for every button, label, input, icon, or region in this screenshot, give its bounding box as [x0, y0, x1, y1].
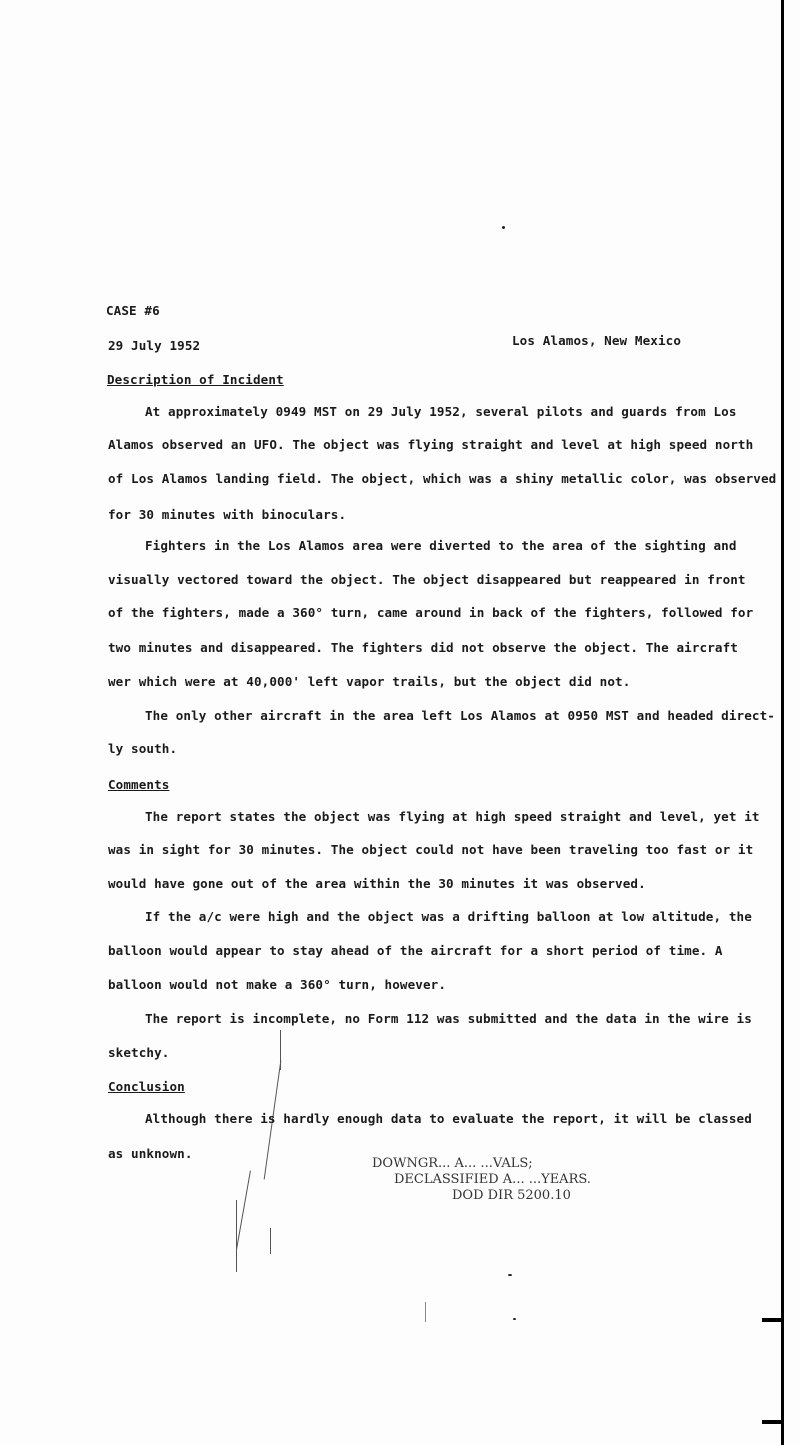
description-line: At approximately 0949 MST on 29 July 1952, several pilots and guards from Los [145, 404, 737, 419]
description-line: two minutes and disappeared. The fighters did not observe the object. The aircraft [108, 640, 738, 655]
conclusion-heading: Conclusion [108, 1079, 185, 1094]
report-location: Los Alamos, New Mexico [512, 333, 682, 348]
case-label: CASE #6 [106, 303, 160, 318]
description-line: Fighters in the Los Alamos area were diverted to the area of the sighting and [145, 538, 737, 553]
comments-line: The report states the object was flying at high speed straight and level, yet it [145, 809, 760, 824]
speck [502, 226, 505, 229]
scratch-mark [236, 1200, 237, 1272]
description-heading: Description of Incident [107, 372, 284, 387]
scratch-mark [270, 1228, 271, 1254]
description-line: visually vectored toward the object. The object disappeared but reappeared in front [108, 572, 746, 587]
comments-line: balloon would appear to stay ahead of the aircraft for a short period of time. A [108, 943, 723, 958]
comments-line: would have gone out of the area within the 30 minutes it was observed. [108, 876, 646, 891]
comments-line: If the a/c were high and the object was a drifting balloon at low altitude, the [145, 909, 752, 924]
conclusion-line: Although there is hardly enough data to evaluate the report, it will be classed [145, 1111, 752, 1126]
description-line: ly south. [108, 741, 178, 756]
description-line: wer which were at 40,000' left vapor trails, but the object did not. [108, 674, 631, 689]
edge-mark-2 [762, 1420, 784, 1424]
declassification-stamp-line: DOD DIR 5200.10 [452, 1188, 571, 1203]
speck [513, 1318, 516, 1320]
comments-heading: Comments [108, 777, 170, 792]
declassification-stamp-line: DECLASSIFIED A... ...YEARS. [394, 1172, 591, 1187]
declassification-stamp-line: DOWNGR... A... ...VALS; [372, 1156, 533, 1171]
page-edge-rule [781, 0, 784, 1445]
description-line: of Los Alamos landing field. The object, which was a shiny metallic color, was observed [108, 471, 777, 486]
edge-mark-1 [762, 1318, 784, 1322]
description-line: Alamos observed an UFO. The object was flying straight and level at high speed north [108, 437, 754, 452]
description-line: The only other aircraft in the area left Los Alamos at 0950 MST and headed direct- [145, 708, 775, 723]
scratch-mark [236, 1171, 251, 1250]
comments-line: balloon would not make a 360° turn, however. [108, 977, 447, 992]
comments-line: sketchy. [108, 1045, 170, 1060]
scratch-mark [425, 1302, 426, 1322]
description-line: for 30 minutes with binoculars. [108, 507, 347, 522]
report-date: 29 July 1952 [108, 338, 201, 353]
conclusion-line: as unknown. [108, 1146, 193, 1161]
speck [508, 1274, 512, 1276]
comments-line: The report is incomplete, no Form 112 was submitted and the data in the wire is [145, 1011, 752, 1026]
comments-line: was in sight for 30 minutes. The object could not have been traveling too fast or it [108, 842, 754, 857]
description-line: of the fighters, made a 360° turn, came around in back of the fighters, followed for [108, 605, 754, 620]
